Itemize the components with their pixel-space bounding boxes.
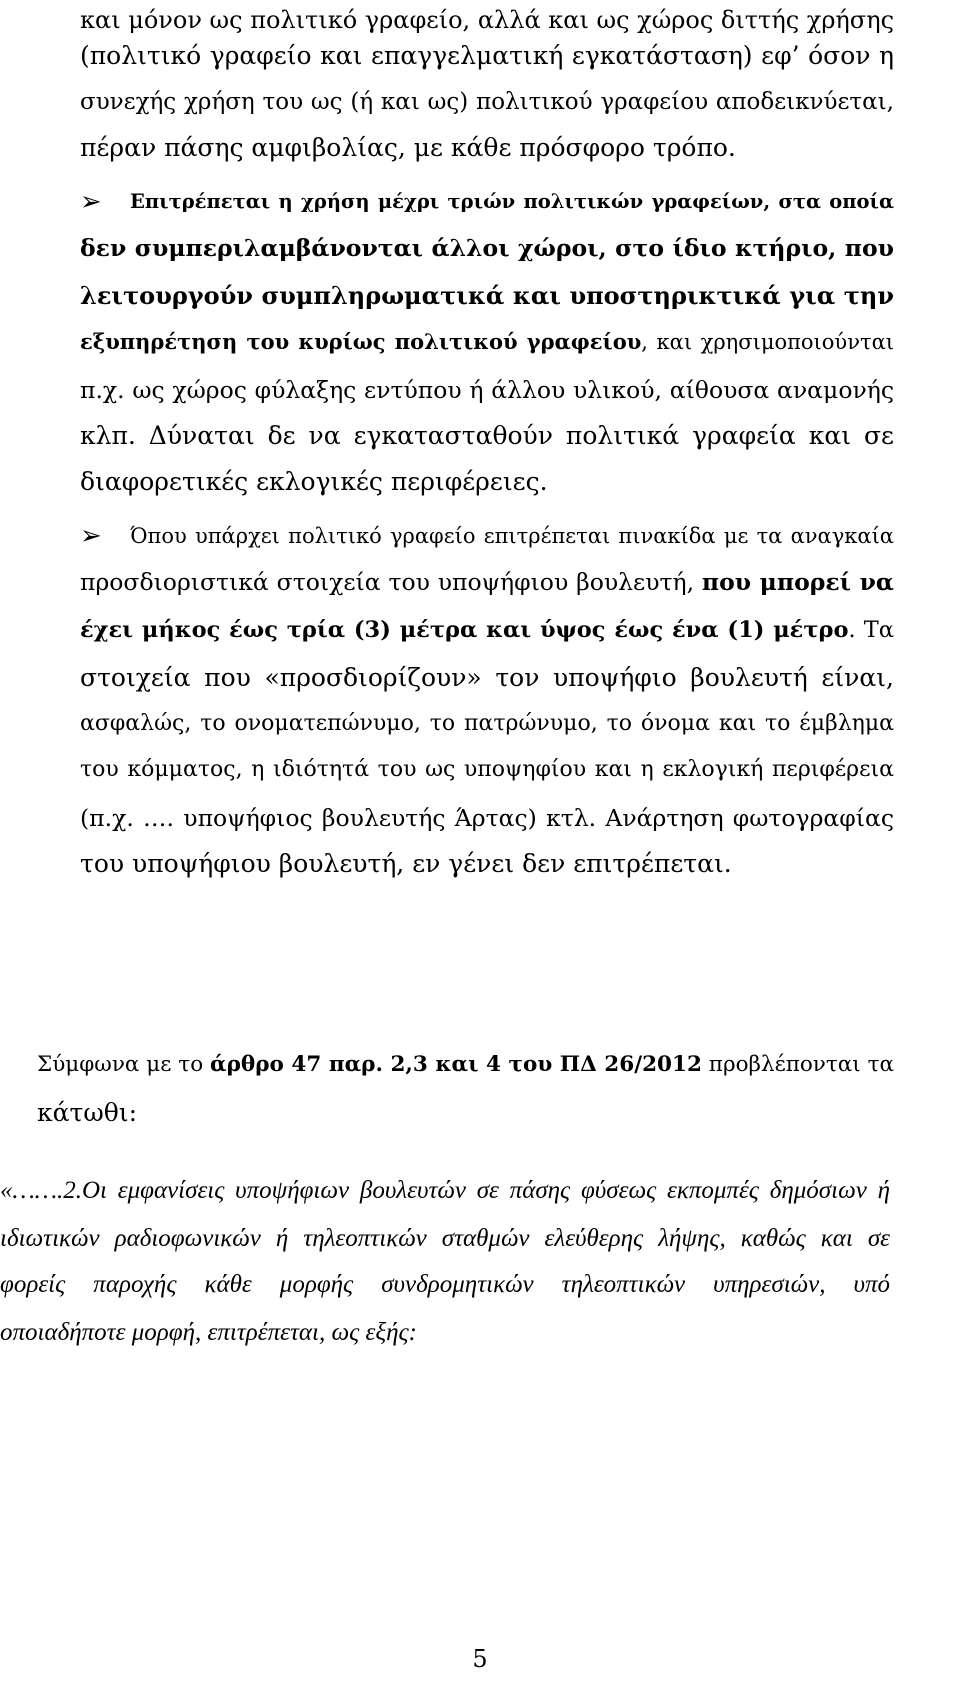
bullet-line: του υποψήφιου βουλευτή, εν γένει δεν επιτρέπεται. [80, 849, 732, 878]
arrow-bullet-icon: ➢ [80, 187, 102, 217]
bullet-line: στοιχεία που «προσδιορίζουν» τον υποψήφιο βουλευτή είναι, [80, 663, 894, 692]
bullet-line [80, 567, 894, 597]
normal-phrase: προσδιοριστικά στοιχεία του υποψήφιου βουλευτή, [80, 568, 702, 596]
quote-line: φορείς παροχής κάθε μορφής συνδρομητικών τηλεοπτικών υπηρεσιών, υπό [0, 1271, 890, 1298]
bullet-line: δεν συμπεριλαμβάνονται άλλοι χώροι, στο ίδιο κτήριο, που [80, 234, 894, 262]
bold-phrase: που μπορεί να [701, 568, 894, 596]
text-line: πέραν πάσης αμφιβολίας, με κάθε πρόσφορο τρόπο. [80, 133, 736, 162]
page-number: 5 [472, 1645, 488, 1673]
bullet-line: λειτουργούν συμπληρωματικά και υποστηρικτικά για την [80, 281, 894, 310]
bullet-line: Όπου υπάρχει πολιτικό γραφείο επιτρέπεται πινακίδα με τα αναγκαία [130, 524, 894, 548]
bullet-line: Επιτρέπεται η χρήση μέχρι τριών πολιτικών γραφείων, στα οποία [130, 190, 894, 213]
quote-line: οποιαδήποτε μορφή, επιτρέπεται, ως εξής: [0, 1319, 417, 1346]
quote-line: ιδιωτικών ραδιοφωνικών ή τηλεοπτικών σταθμών ελεύθερης λήψης, καθώς και σε [0, 1225, 890, 1252]
normal-phrase: . Τα [848, 617, 894, 643]
normal-phrase: Σύμφωνα με το [37, 1052, 211, 1077]
bold-phrase: εξυπηρέτηση του κυρίως πολιτικού γραφείου [80, 329, 642, 354]
bullet-line: του κόμματος, η ιδιότητά του ως υποψηφίου και η εκλογική περιφέρεια [80, 757, 894, 782]
bullet-line [80, 327, 894, 357]
normal-phrase: , και χρησιμοποιούνται [641, 330, 894, 354]
bullet-line: κλπ. Δύναται δε να εγκατασταθούν πολιτικά γραφεία και σε [80, 421, 894, 450]
bold-phrase: έχει μήκος έως τρία (3) μέτρα και ύψος έως ένα (1) μέτρο [80, 617, 849, 643]
bold-phrase: άρθρο 47 παρ. 2,3 και 4 του ΠΔ 26/2012 [210, 1052, 702, 1077]
arrow-bullet-icon: ➢ [80, 521, 102, 551]
bullet-line [80, 615, 894, 645]
bullet-line: π.χ. ως χώρος φύλαξης εντύπου ή άλλου υλικού, αίθουσα αναμονής [80, 376, 894, 404]
text-line [37, 1050, 894, 1080]
text-line: κάτωθι: [37, 1098, 137, 1127]
text-line: και μόνον ως πολιτικό γραφείο, αλλά και ως χώρος διττής χρήσης [80, 6, 895, 34]
quote-line: «…….2.Οι εμφανίσεις υποψήφιων βουλευτών σε πάσης φύσεως εκπομπές δημόσιων ή [0, 1177, 890, 1204]
bullet-line: ασφαλώς, το ονοματεπώνυμο, το πατρώνυμο, το όνομα και το έμβλημα [80, 711, 894, 736]
bullet-line: (π.χ. …. υποψήφιος βουλευτής Άρτας) κτλ. Ανάρτηση φωτογραφίας [80, 804, 894, 832]
bullet-line: διαφορετικές εκλογικές περιφέρειες. [80, 467, 548, 496]
normal-phrase: προβλέπονται τα [701, 1052, 895, 1077]
text-line: συνεχής χρήση του ως (ή και ως) πολιτικού γραφείου αποδεικνύεται, [80, 89, 894, 115]
text-line: (πολιτικό γραφείο και επαγγελματική εγκατάσταση) εφ’ όσον η [80, 41, 894, 70]
